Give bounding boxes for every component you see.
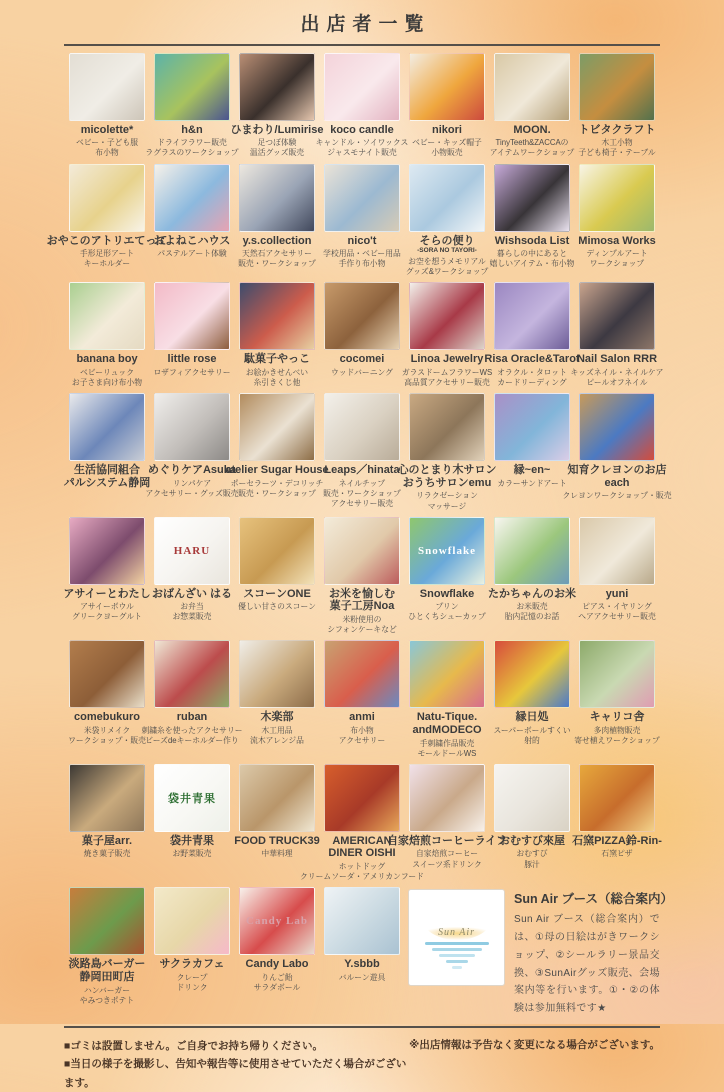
- vendor-card: [484, 282, 580, 388]
- vendor-name: FOOD TRUCK39: [234, 834, 320, 847]
- vendor-card: [572, 764, 662, 883]
- vendor-description: ホットドッグ クリームソーダ・アメリカンフード: [300, 862, 424, 882]
- vendor-card: [387, 764, 507, 883]
- vendor-name: 縁~en~: [513, 464, 551, 477]
- vendor-name: 心のとまり木サロン おうちサロンemu: [397, 464, 497, 489]
- vendor-description: ハンバーガー やみつきポテト: [79, 985, 135, 1005]
- vendor-name: 石窯PIZZA鈴-Rin-: [572, 834, 662, 847]
- vendor-card: [153, 517, 231, 636]
- vendor-photo: [579, 164, 655, 232]
- vendor-name: 駄菓子やっこ: [244, 353, 310, 366]
- vendor-card: [68, 282, 146, 388]
- vendor-description: 手形足形アート キーホルダー: [79, 249, 135, 269]
- vendor-photo: [409, 393, 485, 461]
- vendor-description: お米販売 胎内記憶のお話: [504, 602, 560, 622]
- vendor-description: リンパケア アクセサリー・グッズ販売: [145, 478, 239, 498]
- vendor-name: トビタクラフト: [578, 123, 656, 136]
- vendor-photo: [239, 517, 315, 585]
- vendor-description: 多肉植物販売 寄せ植えワークショップ: [574, 725, 660, 745]
- vendor-photo: [69, 640, 145, 708]
- vendor-name: micolette*: [80, 123, 134, 136]
- vendor-name: Natu-Tique. andMODECO: [412, 711, 482, 736]
- vendor-photo: [154, 764, 230, 832]
- vendor-card: [238, 164, 316, 278]
- vendor-name: atelier Sugar House: [225, 464, 329, 477]
- vendor-photo: [579, 640, 655, 708]
- vendor-description: お野菜販売: [172, 849, 212, 859]
- vendor-photo: [69, 517, 145, 585]
- vendor-photo: [324, 764, 400, 832]
- vendor-photo: [154, 393, 230, 461]
- vendor-card: [323, 640, 401, 759]
- vendor-photo: [69, 393, 145, 461]
- vendor-name: banana boy: [76, 353, 138, 366]
- vendor-photo: [324, 517, 400, 585]
- vendor-description: 中華料理: [261, 849, 293, 859]
- vendor-card: [225, 393, 329, 512]
- vendor-card: [489, 53, 575, 159]
- vendor-card: [238, 282, 316, 388]
- vendor-photo: [239, 393, 315, 461]
- vendor-card: [493, 393, 571, 512]
- vendor-photo: [324, 53, 400, 121]
- vendor-photo: [579, 764, 655, 832]
- vendor-card: [141, 640, 243, 759]
- vendor-photo: [494, 764, 570, 832]
- vendor-card: [238, 887, 316, 1018]
- vendor-name: めぐりケアAsuka: [147, 464, 237, 477]
- vendor-photo: [154, 640, 230, 708]
- vendor-description: ベビー・子ども服 布小物: [75, 138, 139, 158]
- vendor-card: [570, 282, 664, 388]
- vendor-card: [578, 53, 656, 159]
- vendor-name: nikori: [432, 123, 462, 136]
- vendor-card: [63, 393, 151, 512]
- info-booth-body: Sun Air ブース（総合案内）では、①母の日絵はがきワークショップ、②シールラリー景品交換、③SunAirグッズ販売、会場案内等を行います。①・②の体験は参加無料です★: [514, 914, 660, 1015]
- vendor-description: 米粉使用の シフォンケーキなど: [327, 614, 397, 635]
- vendor-name: MOON.: [513, 123, 551, 136]
- sun-air-logo: [408, 889, 505, 986]
- vendor-description: 石窯ピザ: [601, 849, 633, 859]
- vendor-photo: [409, 764, 485, 832]
- vendor-description: ディンプルアート ワークショップ: [586, 249, 648, 269]
- vendor-card: [153, 282, 231, 388]
- vendor-description: 天然石アクセサリー 販売・ワークショップ: [238, 249, 316, 269]
- vendor-name: Snowflake: [419, 587, 475, 600]
- vendor-name: 木楽部: [260, 711, 294, 724]
- vendor-card: [153, 764, 231, 883]
- vendor-name: AMERICAN DINER OISHI: [328, 834, 396, 860]
- vendor-name: Leaps／hinata: [324, 464, 400, 477]
- vendor-description: お弁当 お惣菜販売: [172, 602, 212, 622]
- vendor-card: [562, 393, 672, 512]
- vendor-photo: [69, 282, 145, 350]
- vendor-card: [46, 164, 168, 278]
- vendor-name: cocomei: [339, 353, 385, 366]
- vendor-photo: [579, 393, 655, 461]
- vendor-name: Wishsoda List: [494, 234, 570, 247]
- vendor-description: キャンドル・ソイワックス ジャスモナイト販売: [315, 138, 409, 158]
- vendor-photo: [494, 640, 570, 708]
- vendor-photo: [409, 164, 485, 232]
- vendor-name: ひまわり/Lumirise: [230, 123, 324, 136]
- vendor-name: およねこハウス: [153, 234, 231, 247]
- vendor-photo: [239, 282, 315, 350]
- page-title: 出店者一覧: [300, 14, 431, 35]
- vendor-photo: [239, 53, 315, 121]
- water-reflection-icon: [425, 942, 489, 969]
- vendor-photo: [494, 282, 570, 350]
- vendor-card: [401, 282, 493, 388]
- vendor-photo: [154, 164, 230, 232]
- info-booth: [408, 887, 673, 1018]
- vendor-card: [493, 640, 571, 759]
- vendor-description: キッズネイル・ネイルケア ピールオフネイル: [570, 367, 664, 388]
- vendor-description: ウッドバーニング: [331, 367, 393, 377]
- vendor-photo: [239, 887, 315, 955]
- vendor-description: おむすび 豚汁: [516, 849, 548, 869]
- vendor-card: [153, 887, 231, 1018]
- note-disclaimer: ※出店情報は予告なく変更になる場合がございます。: [409, 1039, 660, 1052]
- note-trash: ■ゴミは設置しません。ご自身でお持ち帰りください。: [64, 1040, 323, 1053]
- vendor-card: [489, 164, 575, 278]
- vendor-description: お空を想うメモリアル グッズ&ワークショップ: [405, 257, 489, 277]
- vendor-card: [323, 887, 401, 1018]
- vendor-photo: [409, 517, 485, 585]
- vendor-name: 知育クレヨンのお店 each: [567, 464, 667, 489]
- vendor-description: 布小物 アクセサリー: [338, 725, 386, 745]
- vendor-photo: [239, 764, 315, 832]
- vendor-card: [315, 53, 409, 159]
- sun-air-logo-text: Sun Air: [437, 927, 476, 939]
- vendor-card: [397, 393, 497, 512]
- vendor-card: [145, 53, 239, 159]
- vendor-name: アサイーとわたし: [63, 587, 151, 600]
- vendor-card: [408, 640, 486, 759]
- vendor-photo: [409, 640, 485, 708]
- vendor-photo-label: Candy Lab: [246, 915, 308, 928]
- vendor-photo: [579, 517, 655, 585]
- vendor-name: Risa Oracle&Tarot: [484, 353, 580, 366]
- info-booth-title: Sun Air ブース（総合案内）: [514, 892, 673, 907]
- vendor-description: ベビー・キッズ帽子 小物販売: [412, 138, 482, 158]
- vendor-photo: [69, 764, 145, 832]
- vendor-photo: [324, 640, 400, 708]
- vendor-grid: [46, 53, 673, 1018]
- vendor-photo: [239, 640, 315, 708]
- vendor-photo: [69, 53, 145, 121]
- vendor-name: Candy Labo: [245, 958, 309, 971]
- vendor-photo: [239, 164, 315, 232]
- vendor-photo: [154, 282, 230, 350]
- vendor-description: オラクル・タロット カードリーディング: [497, 367, 567, 388]
- vendor-card: [578, 517, 656, 636]
- vendor-name: Nail Salon RRR: [576, 353, 658, 366]
- vendor-card: [574, 640, 660, 759]
- vendor-description: 木工用品 流木アレンジ品: [250, 725, 304, 745]
- vendor-photo: [154, 517, 230, 585]
- vendor-card: [238, 517, 316, 636]
- footer-divider: [64, 1026, 660, 1028]
- vendor-card: [300, 764, 424, 883]
- vendor-subname: -SORA NO TAYORI-: [417, 247, 477, 255]
- vendor-photo: [324, 164, 400, 232]
- vendor-name: yuni: [605, 587, 629, 600]
- vendor-description: お絵かきせんべい 糸引きくじ他: [245, 367, 309, 388]
- note-photography: ■当日の様子を撮影し、告知や報告等に使用させていただく場合がございます。: [64, 1058, 407, 1089]
- vendor-name: Mimosa Works: [578, 234, 656, 247]
- vendor-description: クレープ ドリンク: [176, 972, 208, 993]
- vendor-card: [68, 640, 146, 759]
- vendor-description: 焼き菓子販売: [83, 849, 131, 859]
- vendor-card: [323, 517, 401, 636]
- vendor-name: 自家焙煎コーヒーライフ: [387, 834, 507, 847]
- vendor-description: ガラスドームフラワーWS 高品質アクセサリー販売: [401, 367, 493, 388]
- vendor-description: 手刺繍作品販売 モールドールWS: [417, 738, 477, 758]
- vendor-card: [68, 764, 146, 883]
- vendor-description: ポーセラーツ・デコリッチ 販売・ワークショップ: [230, 478, 324, 498]
- vendor-photo: [324, 393, 400, 461]
- vendor-description: 木工小物 子ども椅子・テーブル: [578, 138, 656, 158]
- vendor-card: [323, 164, 401, 278]
- vendor-description: ネイルチップ 販売・ワークショップ アクセサリー販売: [323, 478, 401, 509]
- vendor-name: おやこのアトリエてって: [46, 234, 168, 247]
- vendor-description: バルーン遊具: [338, 972, 386, 982]
- vendor-description: ピアス・イヤリング ヘアアクセサリー販売: [578, 602, 656, 622]
- vendor-name: お米を愉しむ 菓子工房Noa: [329, 587, 395, 613]
- footer-notes: [64, 1037, 409, 1092]
- vendor-description: カラーサンドアート: [497, 478, 567, 488]
- vendor-photo: [579, 282, 655, 350]
- vendor-name: 縁日処: [515, 711, 549, 724]
- vendor-description: リラクゼーション マッサージ: [416, 491, 478, 511]
- vendor-card: [405, 164, 489, 278]
- vendor-photo: [409, 53, 485, 121]
- vendor-name: little rose: [167, 353, 217, 366]
- vendor-description: ドライフラワー販売 ラグラスのワークショップ: [145, 138, 239, 158]
- vendor-name: 淡路島バーガー 静岡田町店: [68, 958, 146, 983]
- vendor-card: [408, 517, 486, 636]
- vendor-card: [323, 393, 401, 512]
- vendor-name: h&n: [181, 123, 203, 136]
- vendor-photo: [324, 887, 400, 955]
- vendor-description: りんご飴 サラダボール: [253, 972, 301, 993]
- vendor-photo: [154, 887, 230, 955]
- vendor-description: プリン ひとくちシューカップ: [408, 602, 486, 622]
- vendor-photo-label: 袋井青果: [168, 792, 216, 805]
- vendor-name: おばんざい はる: [151, 587, 233, 600]
- vendor-name: スコーンONE: [243, 587, 311, 600]
- vendor-card: [578, 164, 656, 278]
- info-booth-text: [514, 889, 673, 1018]
- vendor-card: [68, 887, 146, 1018]
- vendor-photo-label: HARU: [173, 544, 211, 557]
- vendor-name: Y.sbbb: [344, 958, 380, 971]
- vendor-photo: [579, 53, 655, 121]
- vendor-description: 米袋リメイク ワークショップ・販売: [68, 725, 146, 745]
- vendor-description: 学校用品・ベビー用品 手作り布小物: [323, 249, 401, 269]
- vendor-description: 優しい甘さのスコーン: [238, 602, 316, 612]
- vendor-photo: [494, 53, 570, 121]
- vendor-description: 刺繍糸を使ったアクセサリー ビーズdeキーホルダー作り: [141, 725, 243, 745]
- vendor-card: [153, 164, 231, 278]
- vendor-photo: [69, 887, 145, 955]
- vendor-name: comebukuro: [73, 711, 140, 724]
- vendor-description: TinyTeeth&ZACCAの アイテムワークショップ: [489, 138, 575, 158]
- vendor-description: スーパーボールすくい 射的: [493, 725, 571, 745]
- vendor-description: ロザフィアクセサリー: [153, 367, 231, 377]
- vendor-name: y.s.collection: [242, 234, 312, 247]
- vendor-photo: [409, 282, 485, 350]
- vendor-name: そらの便り: [419, 234, 475, 247]
- vendor-name: サクラカフェ: [159, 958, 225, 971]
- vendor-name: 袋井青果: [170, 834, 214, 847]
- vendor-card: [323, 282, 401, 388]
- vendor-photo: [154, 53, 230, 121]
- vendor-photo: [69, 164, 145, 232]
- vendor-name: koco candle: [330, 123, 394, 136]
- vendor-name: たかちゃんのお米: [488, 587, 576, 600]
- vendor-description: ベビーリュック お子さま向け布小物: [71, 367, 143, 388]
- vendor-card: [408, 53, 486, 159]
- vendor-card: [238, 640, 316, 759]
- vendor-name: 生活協同組合 パルシステム静岡: [63, 464, 151, 489]
- vendor-photo: [494, 164, 570, 232]
- vendor-description: パステルアート体験: [157, 249, 227, 259]
- sun-icon: [422, 896, 492, 940]
- vendor-card: [68, 53, 146, 159]
- vendor-name: anmi: [349, 711, 375, 724]
- header-divider: [64, 44, 660, 46]
- vendor-name: 菓子屋arr.: [81, 834, 133, 847]
- vendor-name: nico't: [347, 234, 377, 247]
- vendor-photo-label: Snowflake: [418, 544, 476, 557]
- vendor-card: [493, 764, 571, 883]
- footer: [64, 1026, 660, 1092]
- vendor-photo: [494, 393, 570, 461]
- vendor-description: 自家焙煎コーヒー スイーツ系ドリンク: [412, 849, 482, 869]
- vendor-card: [488, 517, 576, 636]
- vendor-card: [145, 393, 239, 512]
- vendor-photo: [494, 517, 570, 585]
- vendor-name: Linoa Jewelry: [410, 353, 484, 366]
- vendor-description: アサイーボウル グリークヨーグルト: [72, 602, 142, 622]
- vendor-description: 足つぼ体験 温活グッズ販売: [249, 138, 305, 158]
- vendor-description: クレヨンワークショップ・販売: [562, 491, 672, 501]
- vendor-description: 暮らしの中にあると 嬉しいアイテム・布小物: [489, 249, 575, 269]
- vendor-name: ruban: [176, 711, 208, 724]
- vendor-photo: [324, 282, 400, 350]
- vendor-card: [230, 53, 324, 159]
- vendor-name: キャリコ舎: [589, 711, 645, 724]
- vendor-card: [63, 517, 151, 636]
- vendor-name: おむすび來屋: [499, 834, 565, 847]
